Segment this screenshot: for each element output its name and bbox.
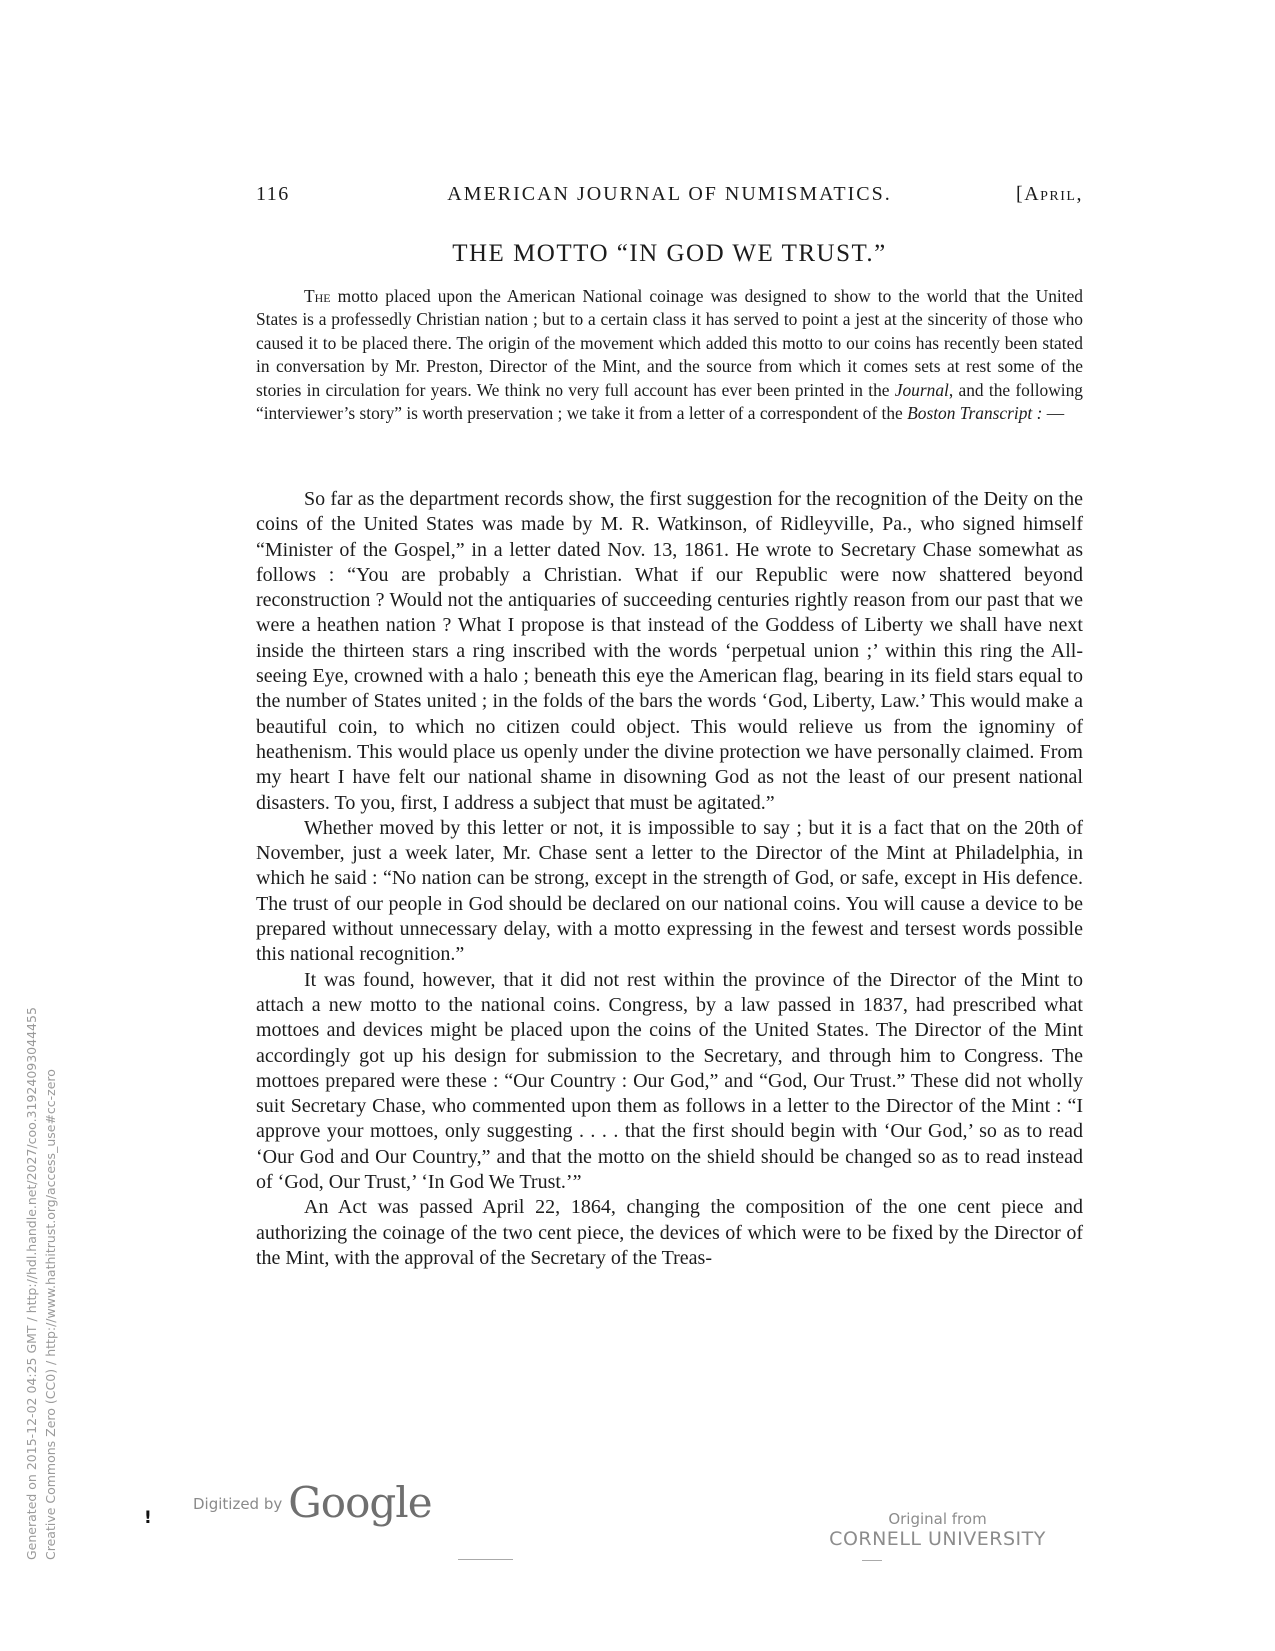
body-paragraph-4: An Act was passed April 22, 1864, changing the composition of the one cent piece and authorizing the coinage of the two cent piece, the devices of which were to be fixed by the Director of the Mint, with the approval of the Secretary of the Treas- [256,1196,1083,1269]
original-from [820,1510,1055,1550]
watermark-line-1: Generated on 2015-12-02 04:25 GMT / http://hdl.handle.net/2027/coo.31924093044455 [24,1007,39,1560]
journal-title: AMERICAN JOURNAL OF NUMISMATICS. [447,183,892,205]
original-from-label: Original from [888,1510,987,1528]
digitized-label: Digitized by [193,1495,283,1513]
intro-paragraph [256,285,1083,425]
intro-text-1: motto placed upon the American National coinage was designed to show to the world that the United States is a professedly Christian nation ; but to a certain class it has served to point a jest at the sincerity of those who caused it to be placed there. The origin of the movement which added this motto to our coins has recently been stated in conversation by Mr. Preston, Director of the Mint, and the source from which it comes sets at rest some of the stories in circulation for years. We think no very full account has ever been printed in the [256,286,1083,400]
page-number: 116 [256,183,290,205]
intro-lead-word: The [304,286,331,306]
cornell-university-label: CORNELL UNIVERSITY [829,1528,1046,1550]
digitized-by-google [193,1478,432,1527]
issue-month: [April, [1016,183,1083,205]
body-paragraph-2: Whether moved by this letter or not, it is impossible to say ; but it is a fact that on the 20th of November, just a week later, Mr. Chase sent a letter to the Director of the Mint at Philadelphia, in which he said : “No nation can be strong, except in the strength of God, or safe, except in His defence. The trust of our people in God should be declared on our national coins. You will cause a device to be prepared without unnecessary delay, with a motto expressing in the fewest and tersest words possible this national recognition.” [256,816,1083,966]
intro-text-3: — [1042,403,1065,424]
hathitrust-watermark [22,1007,60,1560]
article-body [256,487,1083,1271]
body-paragraph-1: So far as the department records show, the first suggestion for the recognition of the Deity on the coins of the United States was made by M. R. Watkinson, of Ridleyville, Pa., who signed himself “Minister of the Gospel,” in a letter dated Nov. 13, 1861. He wrote to Secretary Chase somewhat as follows : “You are probably a Christian. What if our Republic were now shattered beyond reconstruction ? Would not the antiquaries of succeeding centuries rightly reason from our past that we were a heathen nation ? What I propose is that instead of the Goddess of Liberty we shall have next inside the thirteen stars a ring inscribed with the words ‘perpetual union ;’ within this ring the All-seeing Eye, crowned with a halo ; beneath this eye the American flag, bearing in its field stars equal to the number of States united ; in the folds of the bars the words ‘God, Liberty, Law.’ This would make a beautiful coin, to which no citizen could object. This would relieve us from the ignominy of heathenism. This would place us openly under the divine protection we have personally claimed. From my heart I have felt our national shame in disowning God as not the least of our present national disasters. To you, first, I address a subject that must be agitated.” [256,488,1083,814]
watermark-line-2: Creative Commons Zero (CC0) / http://www.hathitrust.org/access_use#cc-zero [43,1069,58,1560]
stray-mark: ! [144,1508,152,1528]
article-title: THE MOTTO “IN GOD WE TRUST.” [452,240,887,267]
intro-text-2: , and the following “interviewer’s story” is worth preservation ; we take it from a letter of a correspondent of the [256,379,1083,424]
running-header [256,183,1083,213]
body-paragraph-3: It was found, however, that it did not rest within the province of the Director of the Mint to attach a new motto to the national coins. Congress, by a law passed in 1837, had prescribed what mottoes and devices might be placed upon the coins of the United States. The Director of the Mint accordingly got up his design for submission to the Secretary, and through him to Congress. The mottoes prepared were these : “Our Country : Our God,” and “God, Our Trust.” These did not wholly suit Secretary Chase, who commented upon them as follows in a letter to the Director of the Mint : “I approve your mottoes, only suggesting . . . . that the first should begin with ‘Our God,’ so as to read ‘Our God and Our Country,” and that the motto on the shield should be changed so as to read instead of ‘God, Our Trust,’ ‘In God We Trust.’” [256,968,1083,1194]
footer-rule-right [862,1560,882,1561]
intro-transcript-italic: Boston Transcript : [907,403,1043,424]
footer-rule-left [458,1559,513,1560]
intro-journal-italic: Journal [894,379,949,400]
google-logo: Google [288,1478,432,1527]
